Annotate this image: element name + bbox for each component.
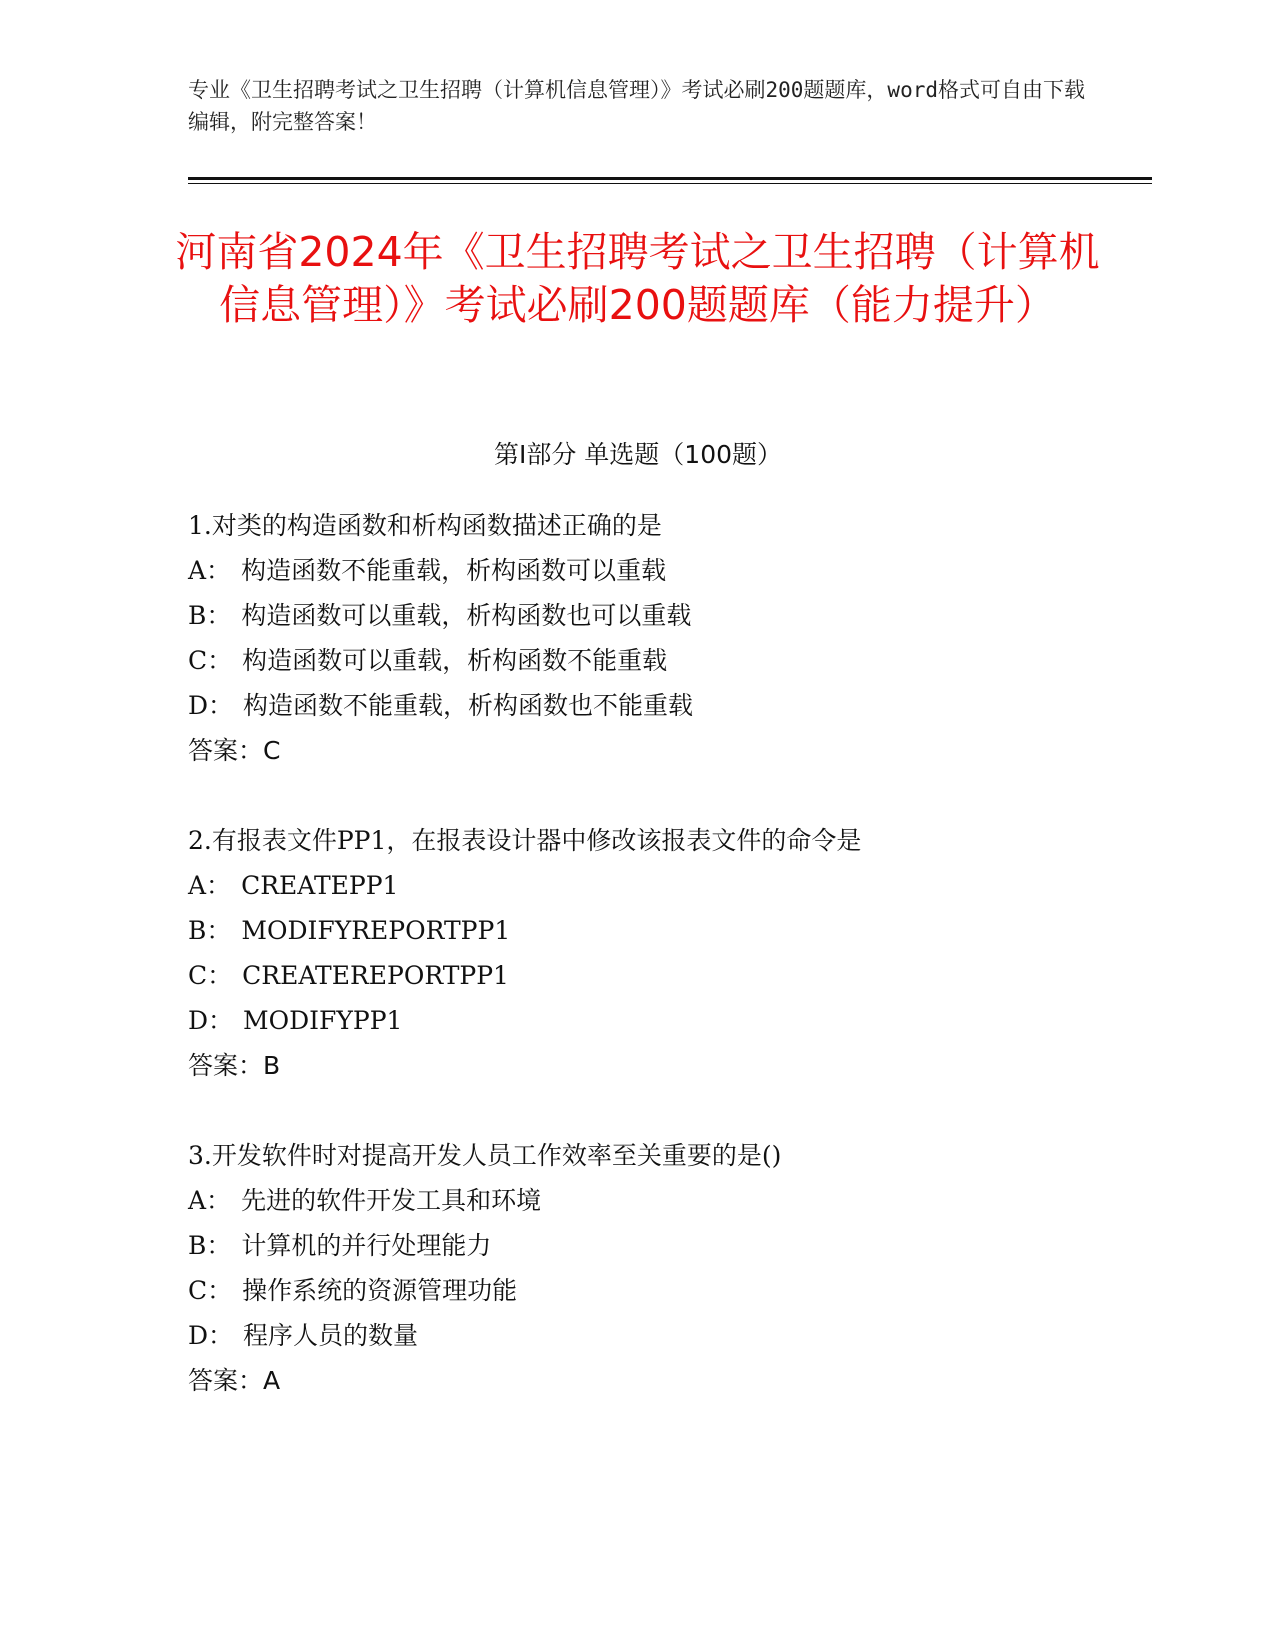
- option-b: [188, 1223, 1148, 1268]
- answer-line: 答案：C: [188, 736, 281, 765]
- option-letter: B：: [188, 916, 232, 945]
- option-letter: A：: [188, 556, 232, 585]
- section-heading: 第Ⅰ部分 单选题（100题）: [493, 440, 783, 469]
- header-divider-thin: [188, 183, 1152, 184]
- option-letter: B：: [188, 601, 232, 630]
- option-letter: A：: [188, 871, 232, 900]
- option-text: 程序人员的数量: [243, 1321, 419, 1350]
- option-letter: D：: [188, 691, 234, 720]
- option-letter: D：: [188, 1321, 234, 1350]
- option-text: 先进的软件开发工具和环境: [241, 1186, 542, 1215]
- question-1: [188, 503, 1148, 773]
- option-c: [188, 638, 1148, 683]
- option-text: CREATEREPORTPP1: [242, 961, 509, 990]
- option-letter: C：: [188, 1276, 233, 1305]
- answer-line: 答案：B: [188, 1051, 281, 1080]
- question-stem: 3.开发软件时对提高开发人员工作效率至关重要的是(): [188, 1141, 782, 1170]
- header-note: 专业《卫生招聘考试之卫生招聘（计算机信息管理）》考试必刷200题题库，word格式可自由下载编辑，附完整答案！: [188, 78, 1085, 134]
- option-a: [188, 863, 1148, 908]
- option-text: MODIFYPP1: [243, 1006, 403, 1035]
- option-d: [188, 998, 1148, 1043]
- option-letter: D：: [188, 1006, 234, 1035]
- option-text: 构造函数不能重载，析构函数可以重载: [241, 556, 667, 585]
- option-c: [188, 1268, 1148, 1313]
- question-3: [188, 1133, 1148, 1403]
- option-letter: C：: [188, 961, 233, 990]
- option-d: [188, 683, 1148, 728]
- option-b: [188, 908, 1148, 953]
- option-text: 构造函数不能重载，析构函数也不能重载: [243, 691, 694, 720]
- answer-line: 答案：A: [188, 1366, 281, 1395]
- option-text: 操作系统的资源管理功能: [242, 1276, 518, 1305]
- question-2: [188, 818, 1148, 1088]
- question-stem: 1.对类的构造函数和析构函数描述正确的是: [188, 511, 662, 540]
- header-divider-thick: [188, 177, 1152, 180]
- option-a: [188, 548, 1148, 593]
- option-b: [188, 593, 1148, 638]
- option-text: 构造函数可以重载，析构函数不能重载: [242, 646, 668, 675]
- option-text: 构造函数可以重载，析构函数也可以重载: [241, 601, 692, 630]
- option-text: MODIFYREPORTPP1: [241, 916, 511, 945]
- option-letter: A：: [188, 1186, 232, 1215]
- option-text: 计算机的并行处理能力: [241, 1231, 492, 1260]
- option-text: CREATEPP1: [241, 871, 399, 900]
- document-title: 河南省2024年《卫生招聘考试之卫生招聘（计算机信息管理）》考试必刷200题题库（能力提升）: [175, 228, 1100, 329]
- option-c: [188, 953, 1148, 998]
- question-stem: 2.有报表文件PP1，在报表设计器中修改该报表文件的命令是: [188, 826, 862, 855]
- option-d: [188, 1313, 1148, 1358]
- option-letter: B：: [188, 1231, 232, 1260]
- option-a: [188, 1178, 1148, 1223]
- option-letter: C：: [188, 646, 233, 675]
